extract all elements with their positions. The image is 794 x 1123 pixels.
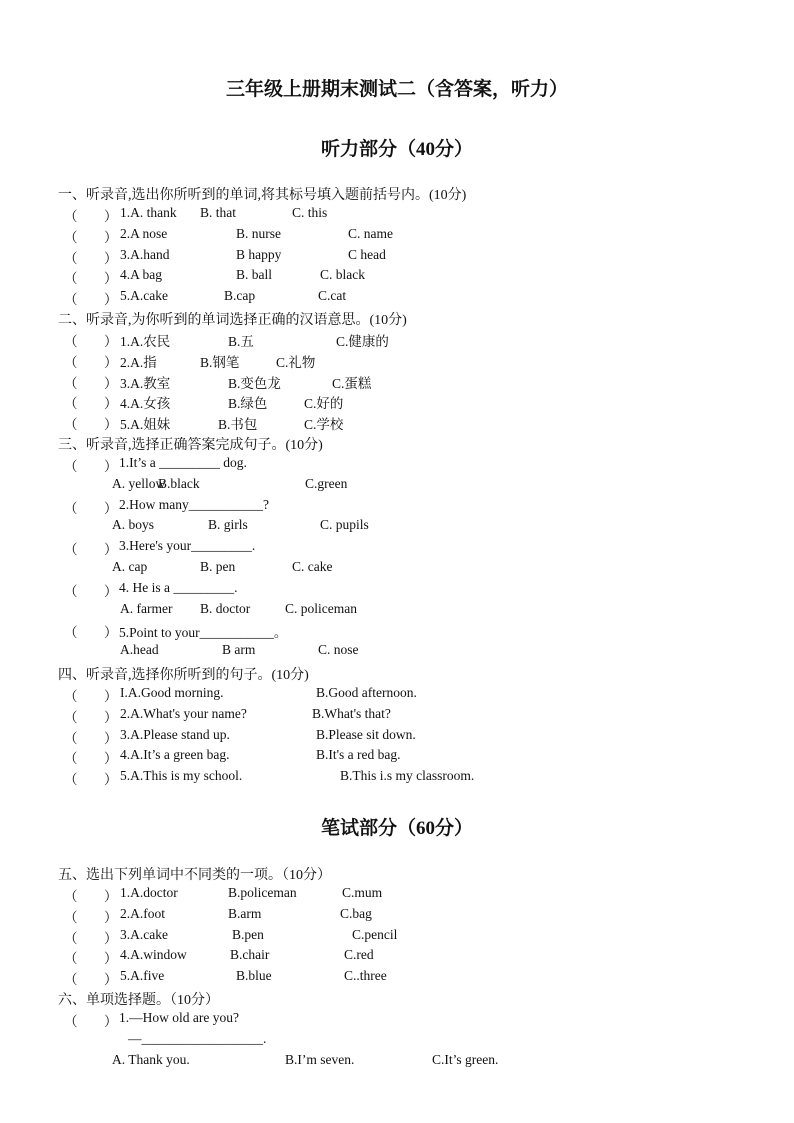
answer-paren-left: （: [64, 951, 78, 967]
answer-paren-right: ）: [104, 292, 118, 308]
option-a: 3.A.hand: [120, 246, 170, 262]
answer-paren-right: ）: [104, 951, 118, 967]
question-text: 2.How many___________?: [119, 496, 269, 512]
answer-paren-left: （: [64, 459, 78, 474]
answer-paren-right: ）: [104, 334, 118, 349]
option-b: B happy: [236, 246, 282, 262]
option-a: 5.A.This is my school.: [120, 768, 243, 784]
option-b: B.This i.s my classroom.: [340, 768, 475, 784]
option-b: B. nurse: [236, 225, 281, 241]
option-a: 1.A. thank: [120, 205, 177, 220]
option-b: B.blue: [236, 968, 272, 984]
answer-paren-left: （: [64, 583, 78, 599]
option-c: C.礼物: [276, 354, 316, 370]
option-b: B.arm: [228, 905, 262, 921]
option-a: A. cap: [112, 559, 148, 574]
answer-paren-right: ）: [104, 459, 118, 474]
option-c: C. policeman: [285, 600, 357, 616]
question-text: 5.Point to your___________。: [119, 625, 288, 641]
question-text: 1.It’s a _________ dog.: [119, 455, 247, 470]
question-text: 4. He is a _________.: [119, 579, 238, 595]
writing-part-title: 笔试部分（60分）: [320, 818, 473, 839]
answer-paren-left: （: [64, 354, 78, 370]
answer-paren-right: ）: [104, 396, 118, 412]
option-a: A.head: [120, 642, 159, 658]
answer-paren-right: ）: [104, 229, 118, 245]
option-b: B.Good afternoon.: [316, 685, 417, 700]
option-b: B.I’m seven.: [285, 1052, 355, 1067]
listening-part-title: 听力部分（40分）: [320, 139, 473, 160]
option-b: B.What's that?: [312, 705, 391, 721]
answer-paren-left: （: [64, 542, 78, 558]
answer-paren-right: ）: [104, 689, 118, 704]
answer-paren-right: ）: [104, 250, 118, 266]
option-b: B.chair: [230, 947, 270, 963]
option-b: B. doctor: [200, 600, 251, 616]
answer-paren-left: （: [64, 689, 78, 704]
option-c: C.学校: [304, 417, 344, 433]
option-c: C.It’s green.: [432, 1052, 499, 1067]
option-b: B. pen: [200, 559, 236, 574]
answer-paren-right: ）: [104, 730, 118, 746]
option-a: 3.A.cake: [120, 926, 168, 942]
section-4-heading: 四、听录音,选择你所听到的句子。(10分): [58, 668, 309, 683]
option-b: B.black: [158, 475, 200, 491]
answer-paren-right: ）: [104, 375, 118, 391]
answer-paren-right: ）: [104, 583, 118, 599]
option-c: C head: [348, 246, 386, 262]
answer-paren-left: （: [64, 250, 78, 266]
page-title: 三年级上册期末测试二（含答案，听力）: [225, 79, 568, 100]
section-3-heading: 三、听录音,选择正确答案完成句子。(10分): [58, 438, 323, 453]
answer-paren-left: （: [64, 375, 78, 391]
option-a: A. Thank you.: [112, 1052, 190, 1067]
answer-paren-right: ）: [104, 772, 118, 788]
option-c: C. this: [292, 205, 328, 220]
option-c: C. name: [348, 225, 393, 241]
answer-paren-left: （: [64, 229, 78, 245]
option-b: B.pen: [232, 926, 264, 942]
answer-paren-left: （: [64, 334, 78, 349]
answer-paren-left: （: [64, 396, 78, 412]
option-a: 2.A.指: [120, 354, 157, 370]
answer-paren-right: ）: [104, 751, 118, 767]
answer-paren-right: ）: [104, 909, 118, 925]
option-b: B.钢笔: [200, 354, 240, 370]
option-b: B.绿色: [228, 396, 268, 412]
option-a: I.A.Good morning.: [120, 685, 224, 700]
option-c: C.cat: [318, 288, 347, 304]
answer-paren-left: （: [64, 292, 78, 308]
option-a: 4.A bag: [120, 267, 162, 283]
answer-paren-right: ）: [104, 709, 118, 725]
option-c: C.好的: [304, 396, 344, 412]
answer-paren-left: （: [64, 209, 78, 224]
option-a: 4.A.It’s a green bag.: [120, 747, 230, 763]
answer-paren-left: （: [64, 730, 78, 746]
answer-paren-left: （: [64, 709, 78, 725]
option-a: 2.A nose: [120, 225, 168, 241]
option-c: C. pupils: [320, 517, 369, 533]
option-a: 5.A.cake: [120, 288, 168, 304]
option-c: C. nose: [318, 642, 359, 658]
option-c: C.mum: [342, 885, 383, 900]
section-2-heading: 二、听录音,为你听到的单词选择正确的汉语意思。(10分): [58, 313, 407, 328]
option-a: 2.A.foot: [120, 905, 165, 921]
option-b: B. ball: [236, 267, 272, 283]
section-5-heading: 五、选出下列单词中不同类的一项。（10分）: [58, 868, 331, 883]
answer-paren-right: ）: [104, 209, 118, 224]
section-1-heading: 一、听录音,选出你所听到的单词,将其标号填入题前括号内。(10分): [58, 188, 467, 203]
answer-paren-right: ）: [104, 417, 118, 433]
option-b: B arm: [222, 642, 256, 658]
answer-paren-right: ）: [104, 542, 118, 558]
answer-paren-right: ）: [104, 354, 118, 370]
option-c: C. black: [320, 267, 365, 283]
answer-paren-right: ）: [104, 1014, 118, 1029]
option-a: 5.A.five: [120, 968, 165, 984]
option-b: B.五: [228, 334, 254, 349]
option-c: C..three: [344, 968, 387, 984]
answer-paren-left: （: [64, 625, 78, 641]
option-a: 4.A.window: [120, 947, 187, 963]
option-a: 2.A.What's your name?: [120, 705, 247, 721]
option-c: C.bag: [340, 905, 372, 921]
answer-blank-line: —__________________.: [128, 1031, 267, 1046]
answer-paren-right: ）: [104, 500, 118, 516]
option-c: C.健康的: [336, 334, 389, 349]
section-6-heading: 六、单项选择题。（10分）: [58, 993, 219, 1008]
option-a: A. boys: [112, 517, 155, 533]
option-b: B.Please sit down.: [316, 726, 416, 742]
answer-paren-left: （: [64, 889, 78, 904]
question-text: 3.Here's your_________.: [119, 538, 256, 554]
option-a: 3.A.教室: [120, 375, 171, 391]
answer-paren-left: （: [64, 909, 78, 925]
option-b: B.It's a red bag.: [316, 747, 401, 763]
answer-paren-left: （: [64, 500, 78, 516]
answer-paren-left: （: [64, 271, 78, 287]
option-a: A. yellow: [112, 475, 166, 491]
option-c: C.pencil: [352, 926, 398, 942]
option-a: 1.A.doctor: [120, 885, 178, 900]
question-text: 1.—How old are you?: [119, 1010, 239, 1025]
answer-paren-right: ）: [104, 625, 118, 641]
option-a: 3.A.Please stand up.: [120, 726, 230, 742]
option-c: C.red: [344, 947, 374, 963]
answer-paren-left: （: [64, 1014, 78, 1029]
option-b: B. girls: [208, 517, 248, 533]
answer-paren-left: （: [64, 772, 78, 788]
option-c: C. cake: [292, 559, 333, 574]
option-a: A. farmer: [120, 600, 173, 616]
option-a: 5.A.姐妹: [120, 417, 171, 433]
answer-paren-right: ）: [104, 930, 118, 946]
answer-paren-left: （: [64, 417, 78, 433]
option-a: 1.A.农民: [120, 334, 171, 349]
answer-paren-right: ）: [104, 972, 118, 988]
option-b: B. that: [200, 205, 236, 220]
option-b: B.policeman: [228, 885, 297, 900]
answer-paren-right: ）: [104, 889, 118, 904]
option-c: C.green: [305, 475, 348, 491]
option-b: B.书包: [218, 417, 258, 433]
answer-paren-left: （: [64, 751, 78, 767]
option-b: B.cap: [224, 288, 256, 304]
answer-paren-right: ）: [104, 271, 118, 287]
option-c: C.蛋糕: [332, 375, 372, 391]
answer-paren-left: （: [64, 930, 78, 946]
answer-paren-left: （: [64, 972, 78, 988]
option-a: 4.A.女孩: [120, 396, 171, 412]
option-b: B.变色龙: [228, 375, 281, 391]
